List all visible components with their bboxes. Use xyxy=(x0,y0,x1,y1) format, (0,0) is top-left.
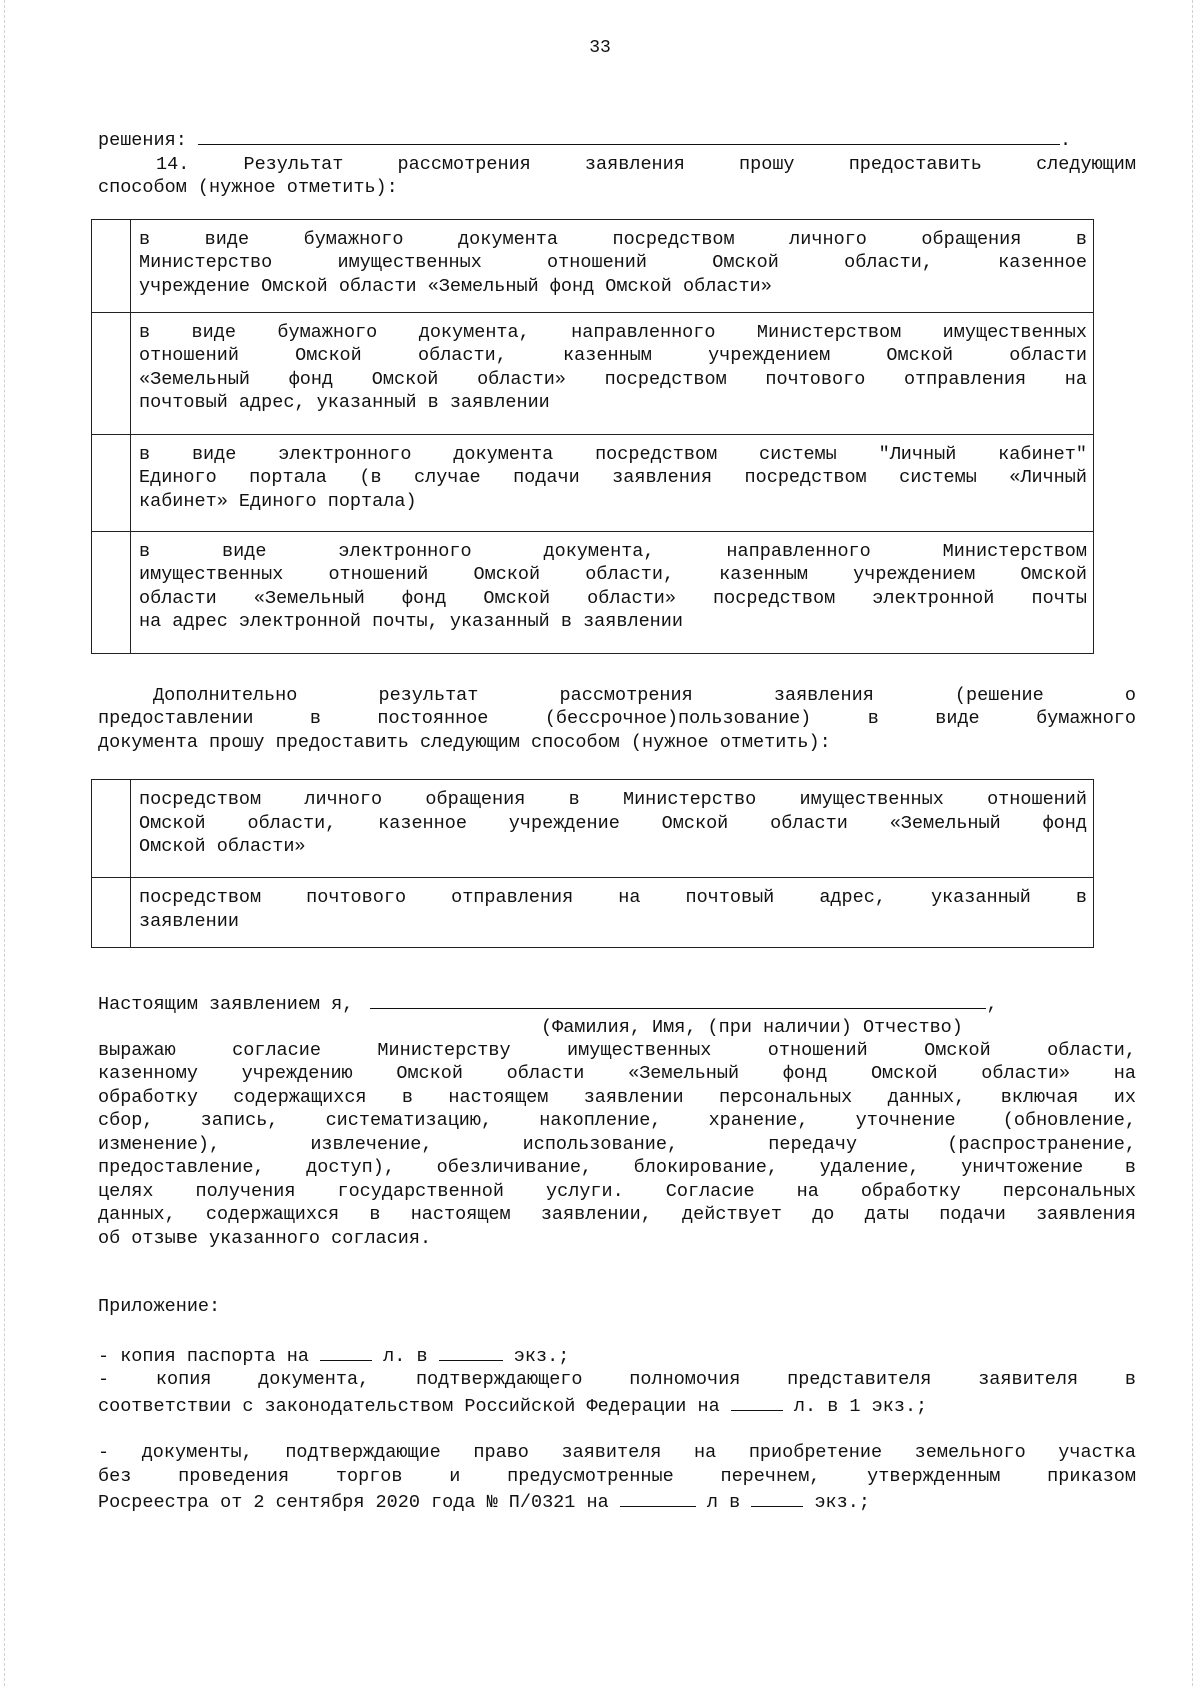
document-body xyxy=(98,126,1136,1515)
attachment-representative-line2 xyxy=(98,1392,1136,1419)
option-line: области «Земельный фонд Омской области» посредством электронной почты xyxy=(139,587,1087,609)
consent-line: целях получения государственной услуги. Согласие на обработку персональных xyxy=(98,1180,1136,1202)
consent-line: выражаю согласие Министерству имущественных отношений Омской области, xyxy=(98,1039,1136,1061)
consent-comma: , xyxy=(986,994,998,1015)
attachment-passport-text: - копия паспорта на xyxy=(98,1345,309,1367)
consent-name-line xyxy=(98,990,1136,1017)
name-field-hint: (Фамилия, Имя, (при наличии) Отчество) xyxy=(541,1016,963,1038)
item14-line1: 14. Результат рассмотрения заявления прошу предоставить следующим xyxy=(156,153,1136,175)
attachments-title: Приложение: xyxy=(98,1296,221,1317)
decision-blank xyxy=(198,126,1060,145)
additional-line: документа прошу предоставить следующим способом (нужное отметить): xyxy=(98,731,831,753)
option-line: учреждение Омской области «Земельный фонд Омской области» xyxy=(139,275,772,297)
paper-option-line: посредством почтового отправления на почтовый адрес, указанный в xyxy=(139,887,1087,908)
attachment-rights-line: без проведения торгов и предусмотренные перечнем, утвержденным приказом xyxy=(98,1465,1136,1487)
consent-line: предоставление, доступ), обезличивание, блокирование, удаление, уничтожение в xyxy=(98,1157,1136,1178)
rights-copies-blank[interactable] xyxy=(751,1488,803,1507)
option-line: в виде бумажного документа посредством личного обращения в xyxy=(139,228,1087,250)
consent-line: обработку содержащихся в настоящем заявлении персональных данных, включая их xyxy=(98,1086,1136,1108)
attachment-representative-copies: л. в 1 экз.; xyxy=(793,1395,928,1417)
scan-edge-right xyxy=(1192,0,1194,1686)
option-row xyxy=(92,219,1094,312)
representative-sheets-blank[interactable] xyxy=(731,1392,783,1411)
option-line: Министерство имущественных отношений Омской области, казенное xyxy=(139,252,1087,273)
paper-option-line: Омской области, казенное учреждение Омской области «Земельный фонд xyxy=(139,812,1087,834)
consent-line: об отзыве указанного согласия. xyxy=(98,1227,432,1249)
option-text xyxy=(131,219,1094,312)
passport-copies-blank[interactable] xyxy=(439,1342,503,1361)
paper-option-text xyxy=(131,780,1094,878)
rights-sheets-blank[interactable] xyxy=(620,1488,696,1507)
paper-option-checkbox[interactable] xyxy=(92,878,131,948)
option-checkbox[interactable] xyxy=(92,434,131,531)
option-line: Единого портала (в случае подачи заявления посредством системы «Личный xyxy=(139,467,1087,488)
paper-option-line: Омской области» xyxy=(139,836,306,857)
decision-end: . xyxy=(1059,130,1072,151)
option-text xyxy=(131,531,1094,653)
option-text xyxy=(131,312,1094,434)
option-line: «Земельный фонд Омской области» посредством почтового отправления на xyxy=(139,368,1087,390)
paper-option-text xyxy=(131,878,1094,948)
consent-block xyxy=(98,990,1136,1250)
consent-text xyxy=(98,1039,1136,1251)
full-name-blank[interactable] xyxy=(370,990,986,1009)
attachment-passport-sheets: л. в xyxy=(383,1345,428,1367)
option-line: отношений Омской области, казенным учреждением Омской области xyxy=(139,345,1087,366)
option-text xyxy=(131,434,1094,531)
option-row xyxy=(92,312,1094,434)
passport-sheets-blank[interactable] xyxy=(320,1342,372,1361)
decision-line xyxy=(98,126,1136,153)
delivery-options-table xyxy=(91,219,1094,654)
paper-option-line: заявлении xyxy=(139,910,239,932)
attachment-passport xyxy=(98,1342,1136,1369)
attachment-rights-line: - документы, подтверждающие право заявителя на приобретение земельного участка xyxy=(98,1442,1136,1463)
attachment-rights-text: Росреестра от 2 сентября 2020 года № П/0321 на xyxy=(98,1492,609,1513)
option-line: в виде электронного документа посредством системы "Личный кабинет" xyxy=(139,443,1087,465)
option-row xyxy=(92,434,1094,531)
option-checkbox[interactable] xyxy=(92,219,131,312)
scan-edge-left xyxy=(4,0,6,1686)
attachment-representative-line: - копия документа, подтверждающего полномочия представителя заявителя в xyxy=(98,1369,1136,1390)
paper-option-row xyxy=(92,780,1094,878)
option-line: в виде бумажного документа, направленного Министерством имущественных xyxy=(139,321,1087,343)
option-checkbox[interactable] xyxy=(92,312,131,434)
additional-line: предоставлении в постоянное (бессрочное)пользование) в виде бумажного xyxy=(98,708,1136,729)
additional-paragraph xyxy=(98,684,1136,755)
consent-line: данных, содержащихся в настоящем заявлении, действует до даты подачи заявления xyxy=(98,1204,1136,1225)
consent-start: Настоящим заявлением я, xyxy=(98,994,354,1015)
option-line: на адрес электронной почты, указанный в заявлении xyxy=(139,611,683,632)
attachment-passport-copies: экз.; xyxy=(513,1345,570,1367)
item14-line2: способом (нужное отметить): xyxy=(98,177,398,198)
decision-label: решения: xyxy=(98,130,187,151)
option-line: почтовый адрес, указанный в заявлении xyxy=(139,392,550,413)
consent-line: сбор, запись, систематизацию, накопление, хранение, уточнение (обновление, xyxy=(98,1110,1136,1131)
option-line: имущественных отношений Омской области, казенным учреждением Омской xyxy=(139,564,1087,585)
paper-option-line: посредством личного обращения в Министерство имущественных отношений xyxy=(139,789,1087,810)
attachment-representative-text: соответствии с законодательством Российской Федерации на xyxy=(98,1395,720,1417)
option-row xyxy=(92,531,1094,653)
attachment-rights-copies: экз.; xyxy=(814,1492,870,1513)
paper-option-checkbox[interactable] xyxy=(92,780,131,878)
option-line: кабинет» Единого портала) xyxy=(139,490,417,512)
attachments-list xyxy=(98,1342,1136,1515)
option-checkbox[interactable] xyxy=(92,531,131,653)
additional-line: Дополнительно результат рассмотрения заявления (решение о xyxy=(153,684,1136,706)
consent-line: изменение), извлечение, использование, передачу (распространение, xyxy=(98,1133,1136,1155)
page-number: 33 xyxy=(589,38,611,58)
paper-option-row xyxy=(92,878,1094,948)
attachment-rights-sheets: л в xyxy=(706,1492,741,1513)
consent-line: казенному учреждению Омской области «Земельный фонд Омской области» на xyxy=(98,1063,1136,1084)
paper-options-table xyxy=(91,779,1094,948)
option-line: в виде электронного документа, направленного Министерством xyxy=(139,540,1087,562)
attachment-rights-line3 xyxy=(98,1488,1136,1515)
